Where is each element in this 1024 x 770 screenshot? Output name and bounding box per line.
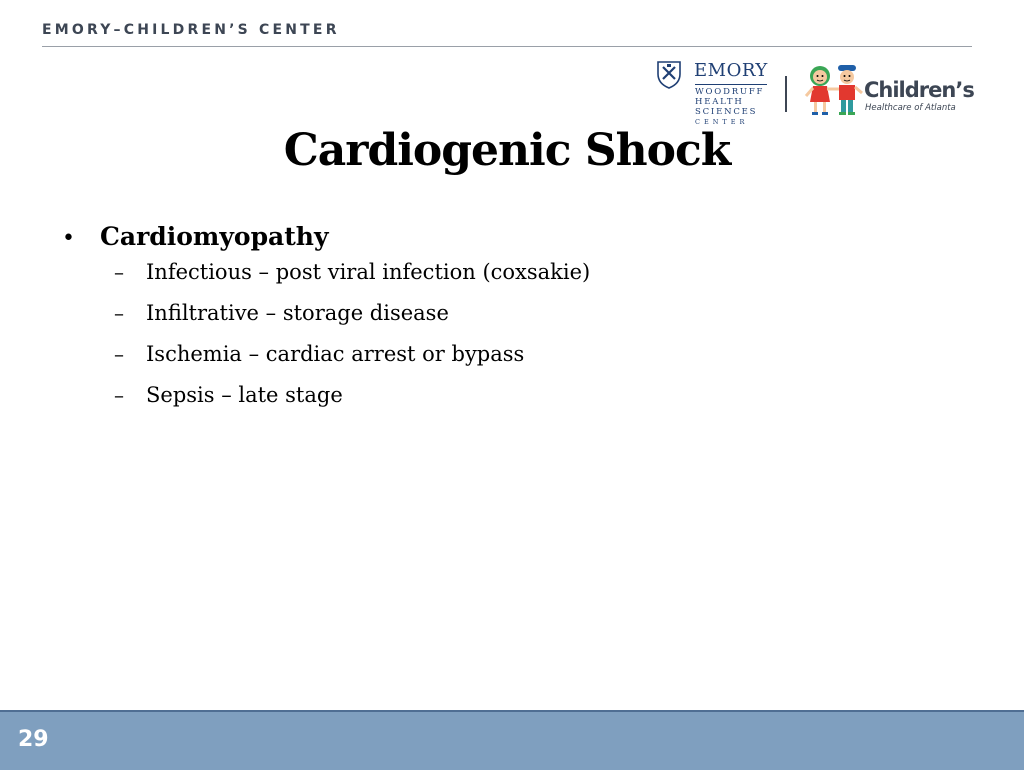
children-figures-icon [802, 62, 864, 118]
dash-icon: – [114, 383, 124, 407]
sub-bullet-item [114, 342, 962, 383]
emory-logo-subtitle [695, 84, 767, 127]
logo-divider [785, 76, 787, 112]
emory-sub-line: SCIENCES [695, 107, 758, 117]
sub-bullet-text: Infectious – post viral infection (coxsakie) [146, 260, 591, 284]
emory-sub-line: HEALTH [695, 97, 744, 107]
logo-group [652, 58, 976, 134]
bullet-text: Cardiomyopathy [100, 222, 329, 251]
emory-shield-icon [656, 60, 682, 90]
sub-bullet-text: Sepsis – late stage [146, 383, 343, 407]
sub-bullet-item [114, 383, 962, 424]
childrens-logo-subtitle: Healthcare of Atlanta [865, 103, 956, 113]
childrens-logo-name: Children’s [864, 78, 974, 102]
emory-sub-line: WOODRUFF [695, 87, 765, 97]
dash-icon: – [114, 301, 124, 325]
emory-sub-line: CENTER [695, 118, 749, 126]
sub-bullet-text: Ischemia – cardiac arrest or bypass [146, 342, 525, 366]
slide-content [62, 222, 962, 424]
sub-bullet-item [114, 260, 962, 301]
page-number: 29 [18, 727, 49, 752]
footer-bar [0, 710, 1024, 770]
dash-icon: – [114, 342, 124, 366]
bullet-dot-icon: • [62, 226, 75, 251]
header-divider [42, 46, 972, 47]
bullet-item [62, 222, 962, 251]
emory-logo-name: EMORY [694, 60, 768, 81]
dash-icon: – [114, 260, 124, 284]
sub-bullet-list [62, 260, 962, 424]
slide-title: Cardiogenic Shock [283, 125, 731, 176]
sub-bullet-text: Infiltrative – storage disease [146, 301, 449, 325]
header-org-name: EMORY–CHILDREN’S CENTER [42, 22, 340, 38]
sub-bullet-item [114, 301, 962, 342]
